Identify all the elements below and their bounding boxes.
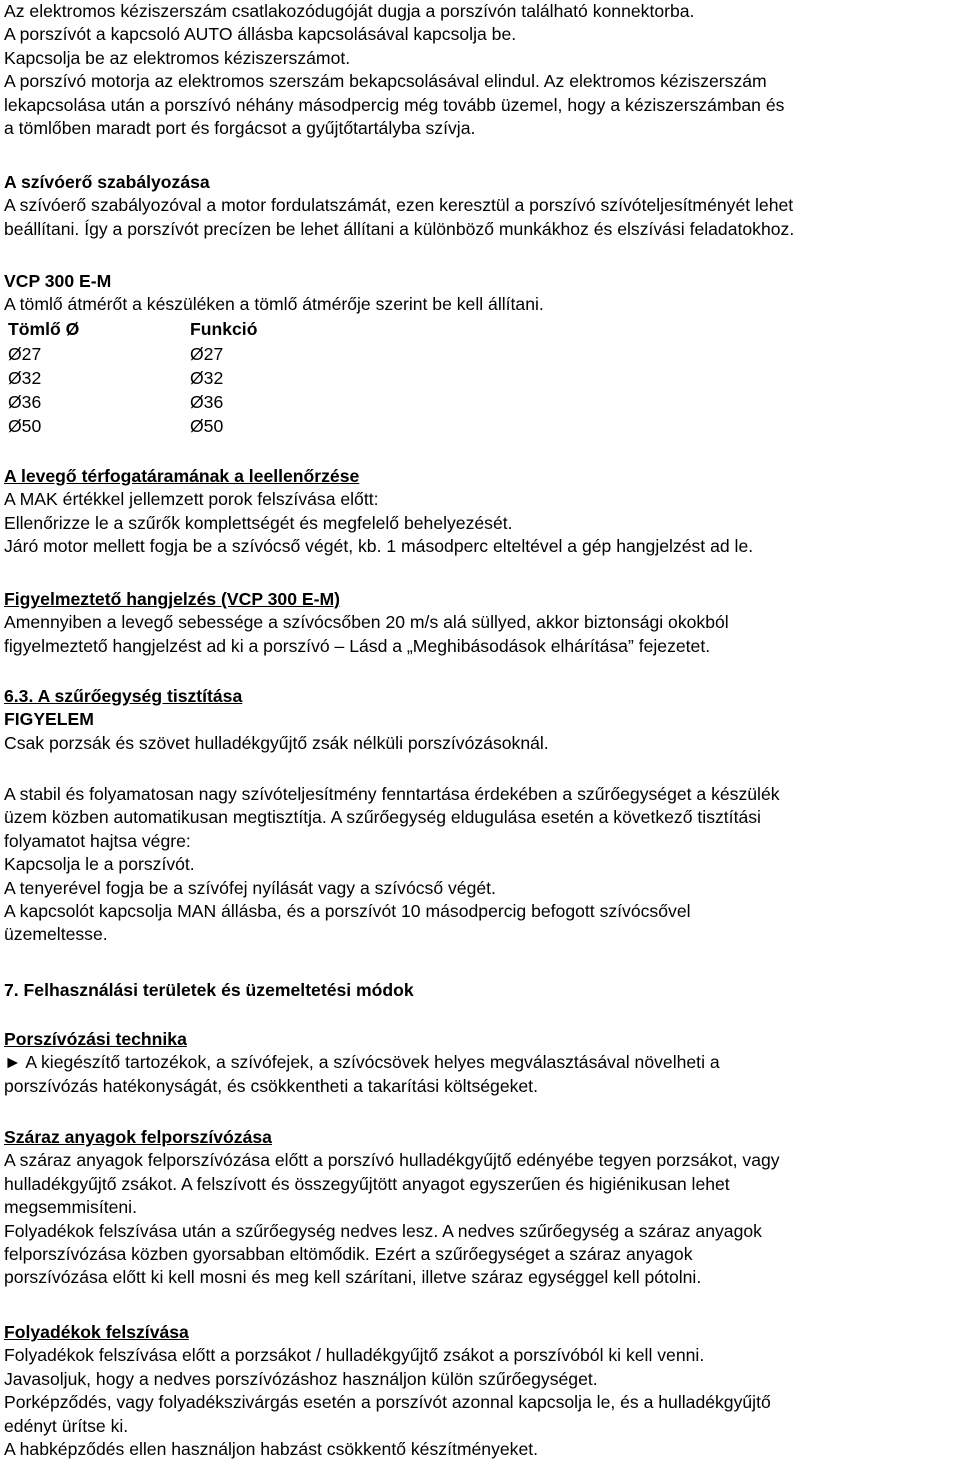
filter-line: A kapcsolót kapcsolja MAN állásba, és a porszívót 10 másodpercig befogott szívócsővel <box>4 901 691 922</box>
intro-line: A porszívó motorja az elektromos szerszám bekapcsolásával elindul. Az elektromos kéziszerszám <box>4 71 767 92</box>
filter-caution-line: Csak porzsák és szövet hulladékgyűjtő zsák nélküli porszívózásoknál. <box>4 732 549 753</box>
table-cell: Ø36 <box>8 392 42 412</box>
table-header-function: Funkció <box>190 319 258 339</box>
suction-heading: A szívóerő szabályozása <box>4 172 210 192</box>
filter-line: Kapcsolja le a porszívót. <box>4 854 195 875</box>
dry-line: porszívózása előtt ki kell mosni és meg kell szárítani, illetve száraz egységgel kell pótolni. <box>4 1267 702 1288</box>
airflow-line: Ellenőrizze le a szűrők komplettségét és megfelelő behelyezését. <box>4 512 513 533</box>
filter-line: A stabil és folyamatosan nagy szívóteljesítmény fenntartása érdekében a szűrőegységet a készülék <box>4 784 780 804</box>
chapter7-section <box>4 979 956 1002</box>
suction-line: A szívóerő szabályozóval a motor fordulatszámát, ezen keresztül a porszívó szívóteljesítményét lehet <box>4 195 794 216</box>
airflow-heading: A levegő térfogatáramának a leellenőrzése <box>4 466 360 486</box>
vcp-heading: VCP 300 E-M <box>4 271 112 291</box>
intro-line: Az elektromos kéziszerszám csatlakozódugóját dugja a porszívón található konnektorba. <box>4 1 695 21</box>
suction-line: beállítani. Így a porszívót precízen be lehet állítani a különböző munkákhoz és elszívási feladatokhoz. <box>4 218 795 239</box>
liquids-section <box>4 1321 956 1461</box>
warning-section <box>4 588 956 658</box>
warning-line: figyelmeztető hangjelzést ad ki a porszívó – Lásd a „Meghibásodások elhárítása” fejezetet. <box>4 635 711 656</box>
intro-line: a tömlőben maradt port és forgácsot a gyűjtőtartályba szívja. <box>4 118 476 139</box>
chapter7-heading: 7. Felhasználási területek és üzemeltetési módok <box>4 980 414 1000</box>
filter-line: folyamatot hajtsa végre: <box>4 830 191 851</box>
airflow-line: A MAK értékkel jellemzett porok felszívása előtt: <box>4 489 379 510</box>
liquids-line: Folyadékok felszívása előtt a porzsákot / hulladékgyűjtő zsákot a porszívóból ki kell venni. <box>4 1345 705 1366</box>
liquids-heading: Folyadékok felszívása <box>4 1322 189 1342</box>
table-cell: Ø36 <box>190 392 224 412</box>
table-cell: Ø27 <box>8 344 42 364</box>
filter-section <box>4 685 956 755</box>
filter-line: üzem közben automatikusan megtisztítja. A szűrőegység eldugulása esetén a következő tisztítási <box>4 807 761 828</box>
intro-line: lekapcsolása után a porszívó néhány másodpercig még tovább üzemel, hogy a kéziszerszámban és <box>4 94 785 115</box>
dry-line: felporszívózása közben gyorsabban eltömődik. Ezért a szűrőegységet a száraz anyagok <box>4 1244 693 1265</box>
table-cell: Ø27 <box>190 344 224 364</box>
dry-line: A száraz anyagok felporszívózása előtt a porszívó hulladékgyűjtő edényébe tegyen porzsákot, vagy <box>4 1150 780 1171</box>
filter-line: A tenyerével fogja be a szívófej nyílását vagy a szívócső végét. <box>4 877 496 898</box>
intro-line: A porszívót a kapcsoló AUTO állásba kapcsolásával kapcsolja be. <box>4 24 517 45</box>
vcp-section <box>4 270 956 317</box>
dry-line: hulladékgyűjtő zsákot. A felszívott és összegyűjtött anyagot egyszerűen és higiénikusan lehet <box>4 1173 730 1194</box>
table-cell: Ø32 <box>8 368 42 388</box>
table-cell: Ø32 <box>190 368 224 388</box>
table-cell: Ø50 <box>190 416 224 436</box>
airflow-line: Járó motor mellett fogja be a szívócső végét, kb. 1 másodperc elteltével a gép hangjelzést ad le. <box>4 536 754 557</box>
diameter-table <box>4 318 956 442</box>
liquids-line: Javasoljuk, hogy a nedves porszívózáshoz használjon külön szűrőegységet. <box>4 1368 598 1389</box>
liquids-line: Porképződés, vagy folyadékszivárgás esetén a porszívót azonnal kapcsolja le, és a hulladékgyűjtő <box>4 1392 771 1413</box>
vcp-line: A tömlő átmérőt a készüléken a tömlő átmérője szerint be kell állítani. <box>4 294 544 315</box>
filter-heading: 6.3. A szűrőegység tisztítása <box>4 686 243 706</box>
dry-line: Folyadékok felszívása után a szűrőegység nedves lesz. A nedves szűrőegység a száraz anyagok <box>4 1220 762 1241</box>
technique-heading: Porszívózási technika <box>4 1029 187 1049</box>
filter-caution: FIGYELEM <box>4 709 94 730</box>
filter-line: üzemeltesse. <box>4 924 108 945</box>
liquids-line: edényt ürítse ki. <box>4 1415 129 1436</box>
intro-line: Kapcsolja be az elektromos kéziszerszámot. <box>4 47 351 68</box>
suction-section <box>4 171 956 241</box>
liquids-line: A habképződés ellen használjon habzást csökkentő készítményeket. <box>4 1439 539 1460</box>
intro-paragraph <box>4 0 956 140</box>
warning-heading: Figyelmeztető hangjelzés (VCP 300 E-M) <box>4 589 340 609</box>
dry-heading: Száraz anyagok felporszívózása <box>4 1127 272 1147</box>
table-cell: Ø50 <box>8 416 42 436</box>
technique-line: ► A kiegészítő tartozékok, a szívófejek, a szívócsövek helyes megválasztásával növelheti a <box>4 1052 720 1073</box>
dry-line: megsemmisíteni. <box>4 1197 137 1218</box>
dry-section <box>4 1126 956 1290</box>
warning-line: Amennyiben a levegő sebessége a szívócsőben 20 m/s alá süllyed, akkor biztonsági okokból <box>4 612 729 633</box>
technique-section <box>4 1028 956 1098</box>
filter-body <box>4 783 956 947</box>
technique-line: porszívózás hatékonyságát, és csökkentheti a takarítási költségeket. <box>4 1075 538 1096</box>
table-header-hose: Tömlő Ø <box>8 319 80 339</box>
airflow-section <box>4 465 956 559</box>
